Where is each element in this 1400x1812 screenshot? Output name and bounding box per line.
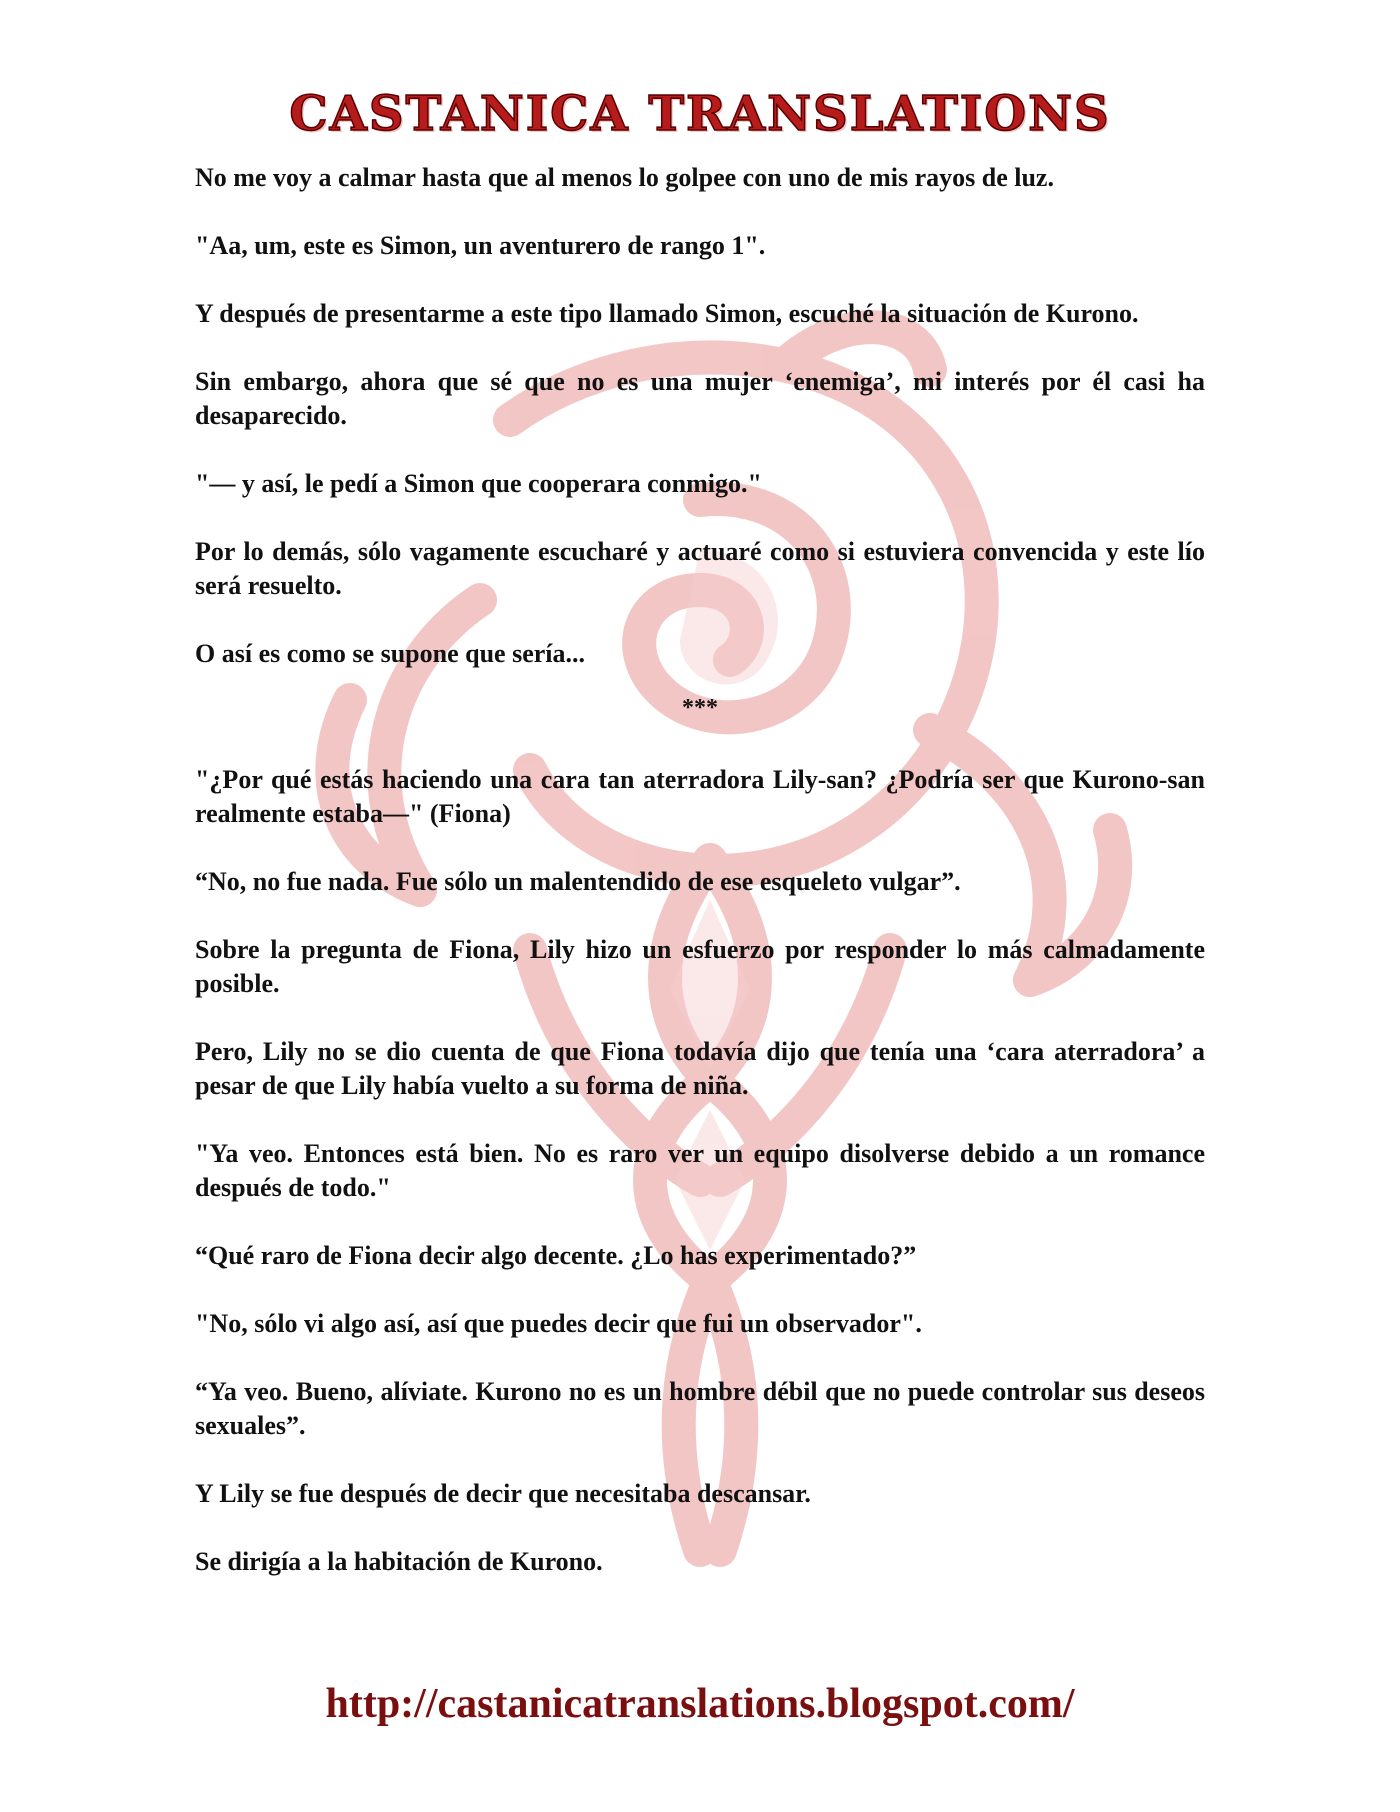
paragraph: “Qué raro de Fiona decir algo decente. ¿Lo has experimentado?” xyxy=(195,1241,917,1270)
paragraph: “Ya veo. Bueno, alíviate. Kurono no es un hombre débil que no puede controlar sus deseos sexuales”. xyxy=(195,1377,1205,1440)
paragraph: “No, no fue nada. Fue sólo un malentendido de ese esqueleto vulgar”. xyxy=(195,867,961,896)
footer-url-link[interactable]: http://castanicatranslations.blogspot.com/ xyxy=(325,1681,1075,1727)
paragraph: No me voy a calmar hasta que al menos lo golpee con uno de mis rayos de luz. xyxy=(195,163,1054,192)
paragraph: Se dirigía a la habitación de Kurono. xyxy=(195,1547,603,1576)
paragraph: "No, sólo vi algo así, así que puedes decir que fui un observador". xyxy=(195,1309,922,1338)
paragraph: "Aa, um, este es Simon, un aventurero de rango 1". xyxy=(195,231,766,260)
page-title: CASTANICA TRANSLATIONS xyxy=(289,86,1111,142)
paragraph: Y Lily se fue después de decir que necesitaba descansar. xyxy=(195,1479,811,1508)
paragraph: O así es como se supone que sería... xyxy=(195,639,585,668)
paragraph: Y después de presentarme a este tipo llamado Simon, escuché la situación de Kurono. xyxy=(195,299,1139,328)
paragraph: "Ya veo. Entonces está bien. No es raro ver un equipo disolverse debido a un romance después de todo." xyxy=(195,1139,1205,1202)
paragraph: Pero, Lily no se dio cuenta de que Fiona todavía dijo que tenía una ‘cara aterradora’ a pesar de que Lily había vuelto a su forma de niña. xyxy=(195,1037,1205,1100)
paragraph: Por lo demás, sólo vagamente escucharé y actuaré como si estuviera convencida y este lío será resuelto. xyxy=(195,537,1205,600)
scene-separator: *** xyxy=(682,695,718,721)
paragraph: Sobre la pregunta de Fiona, Lily hizo un esfuerzo por responder lo más calmadamente posible. xyxy=(195,935,1205,998)
paragraph: "— y así, le pedí a Simon que cooperara conmigo." xyxy=(195,469,762,498)
paragraph: "¿Por qué estás haciendo una cara tan aterradora Lily-san? ¿Podría ser que Kurono-san realmente estaba—" (Fiona) xyxy=(195,765,1205,828)
document-body xyxy=(195,161,1205,1613)
paragraph: Sin embargo, ahora que sé que no es una mujer ‘enemiga’, mi interés por él casi ha desaparecido. xyxy=(195,367,1205,430)
